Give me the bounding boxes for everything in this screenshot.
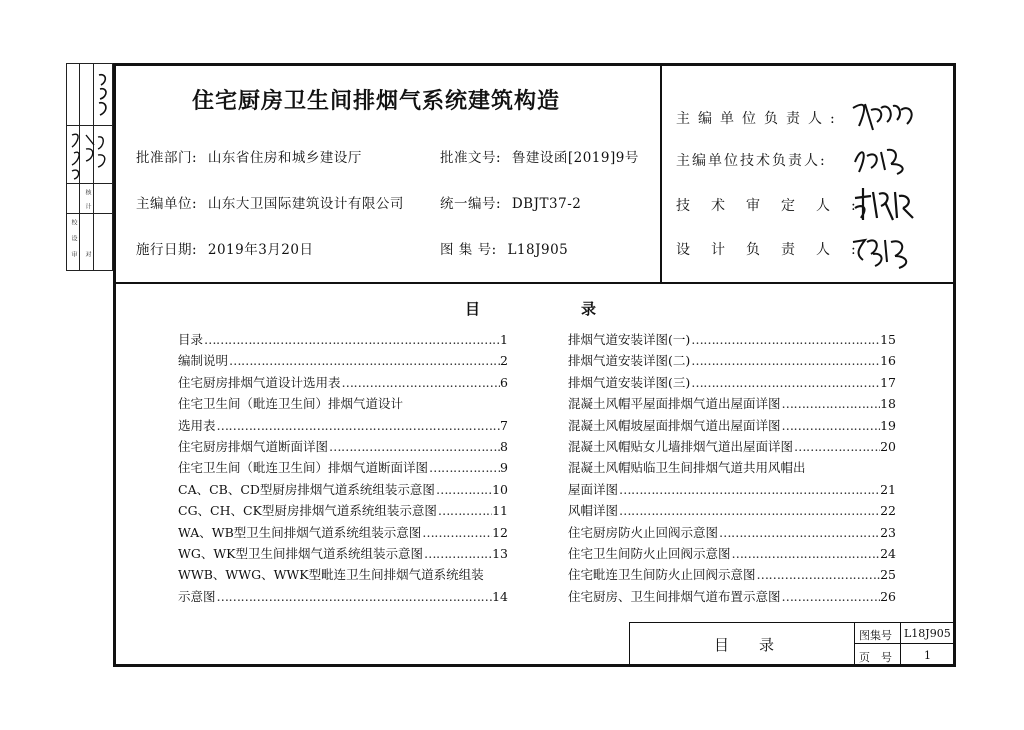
toc-title-left: 目 [465, 300, 481, 318]
toc-title-right: 录 [581, 300, 597, 318]
toc-entry[interactable]: 住宅毗连卫生间防火止回阀示意图 ………………………………………………………………………………………………………… 25 [568, 565, 896, 586]
chief-unit [136, 192, 404, 212]
effective-date-label: 施行日期: [136, 242, 198, 258]
toc-entry[interactable]: 编制说明 ………………………………………………………………………………………………………… 2 [178, 351, 508, 372]
toc-entry[interactable]: 住宅厨房排烟气道断面详图 ………………………………………………………………………………………………………… 8 [178, 437, 508, 458]
toc-entry[interactable]: 混凝土风帽坡屋面排烟气道出屋面详图 ………………………………………………………………………………………………………… 19 [568, 416, 896, 437]
binding-label-4: 计 [84, 203, 91, 209]
approval-doc [440, 146, 639, 166]
handwritten-signature-2 [851, 142, 921, 176]
toc-entry[interactable]: 住宅卫生间（毗连卫生间）排烟气道断面详图 ………………………………………………………………………………………………………… 9 [178, 458, 508, 479]
toc-entry[interactable]: 选用表 ………………………………………………………………………………………………………… 7 [178, 416, 508, 437]
toc-entry[interactable]: WA、WB型卫生间排烟气道系统组装示意图 ………………………………………………………………………………………………………… 12 [178, 523, 508, 544]
binding-label-1: 设 [70, 235, 77, 241]
toc-entry[interactable]: WG、WK型卫生间排烟气道系统组装示意图 ………………………………………………………………………………………………………… 13 [178, 544, 508, 565]
unified-no-value: DBJT37-2 [511, 196, 582, 212]
toc-entry[interactable]: 住宅卫生间（毗连卫生间）排烟气道设计 [178, 396, 404, 412]
chief-unit-label: 主编单位: [136, 196, 198, 212]
toc-right-column [568, 330, 896, 608]
drawing-frame [113, 63, 956, 667]
page-title: 住宅厨房卫生间排烟气系统建筑构造 [192, 89, 561, 114]
unified-no [440, 192, 581, 212]
title-block-divider-1 [854, 623, 855, 665]
toc-entry[interactable]: 排烟气道安装详图(二) ………………………………………………………………………………………………………… 16 [568, 351, 896, 372]
header-block [116, 66, 953, 284]
approval-dept-value: 山东省住房和城乡建设厅 [207, 150, 362, 166]
resp-label-3: 技术审定人: [676, 198, 877, 214]
approval-doc-label: 批准文号: [440, 150, 502, 166]
atlas-value: L18J905 [904, 627, 951, 640]
toc-entry[interactable]: 混凝土风帽贴女儿墙排烟气道出屋面详图 ………………………………………………………………………………………………………… 20 [568, 437, 896, 458]
page-label: 页 号 [859, 651, 892, 664]
binding-signature-middle [68, 129, 112, 181]
handwritten-signature-1 [851, 96, 921, 134]
handwritten-signature-4 [851, 232, 921, 270]
toc-entry[interactable]: 目录 ………………………………………………………………………………………………………… 1 [178, 330, 508, 351]
atlas-label: 图集号 [859, 629, 892, 642]
resp-label-2: 主编单位技术负责人: [676, 153, 827, 169]
toc-entry[interactable]: 混凝土风帽贴临卫生间排烟气道共用风帽出 [568, 460, 806, 476]
toc-entry[interactable]: 住宅厨房排烟气道设计选用表 ………………………………………………………………………………………………………… 6 [178, 373, 508, 394]
toc-entry[interactable]: 住宅卫生间防火止回阀示意图 ………………………………………………………………………………………………………… 24 [568, 544, 896, 565]
binding-label-0: 校 [70, 219, 77, 225]
binding-strip [66, 63, 113, 271]
toc-entry[interactable]: 风帽详图 ………………………………………………………………………………………………………… 22 [568, 501, 896, 522]
resp-label-4: 设计负责人: [676, 242, 877, 258]
resp-label-1: 主编单位负责人: [676, 111, 843, 127]
atlas-no-label: 图 集 号: [440, 242, 497, 258]
handwritten-signature-3 [851, 184, 921, 224]
toc-left-column [178, 330, 508, 608]
approval-doc-value: 鲁建设函[2019]9号 [511, 150, 639, 166]
title-block [629, 622, 953, 664]
toc-entry[interactable]: 混凝土风帽平屋面排烟气道出屋面详图 ………………………………………………………………………………………………………… 18 [568, 394, 896, 415]
binding-label-5: 对 [84, 251, 91, 257]
toc-entry[interactable]: 屋面详图 ………………………………………………………………………………………………………… 21 [568, 480, 896, 501]
toc-entry[interactable]: 示意图 ………………………………………………………………………………………………………… 14 [178, 587, 508, 608]
binding-label-3: 核 [84, 189, 91, 195]
binding-rule-1 [66, 125, 113, 126]
toc-entry[interactable]: 住宅厨房防火止回阀示意图 ………………………………………………………………………………………………………… 23 [568, 523, 896, 544]
toc-entry[interactable]: WWB、WWG、WWK型毗连卫生间排烟气道系统组装 [178, 567, 484, 583]
chief-unit-value: 山东大卫国际建筑设计有限公司 [207, 196, 404, 212]
toc-entry[interactable]: 住宅厨房、卫生间排烟气道布置示意图 ………………………………………………………………………………………………………… 26 [568, 587, 896, 608]
sheet-title: 目 录 [714, 636, 775, 654]
unified-no-label: 统一编号: [440, 196, 502, 212]
page-value: 1 [924, 649, 931, 662]
atlas-no-value: L18J905 [507, 242, 569, 258]
binding-rule-3 [66, 213, 113, 214]
approval-dept [136, 146, 362, 166]
toc-entry[interactable]: 排烟气道安装详图(一) ………………………………………………………………………………………………………… 15 [568, 330, 896, 351]
title-block-rule [854, 643, 954, 644]
title-block-divider-2 [900, 623, 901, 665]
toc-entry[interactable]: 排烟气道安装详图(三) ………………………………………………………………………………………………………… 17 [568, 373, 896, 394]
toc-entry[interactable]: CA、CB、CD型厨房排烟气道系统组装示意图 ………………………………………………………………………………………………………… 10 [178, 480, 508, 501]
atlas-no [440, 238, 568, 258]
binding-label-2: 审 [70, 251, 77, 257]
effective-date [136, 238, 313, 258]
approval-dept-label: 批准部门: [136, 150, 198, 166]
header-divider [660, 66, 662, 282]
binding-rule-2 [66, 183, 113, 184]
toc-entry[interactable]: CG、CH、CK型厨房排烟气道系统组装示意图 ………………………………………………………………………………………………………… 11 [178, 501, 508, 522]
effective-date-value: 2019年3月20日 [207, 242, 314, 258]
binding-signature-top [96, 71, 111, 121]
